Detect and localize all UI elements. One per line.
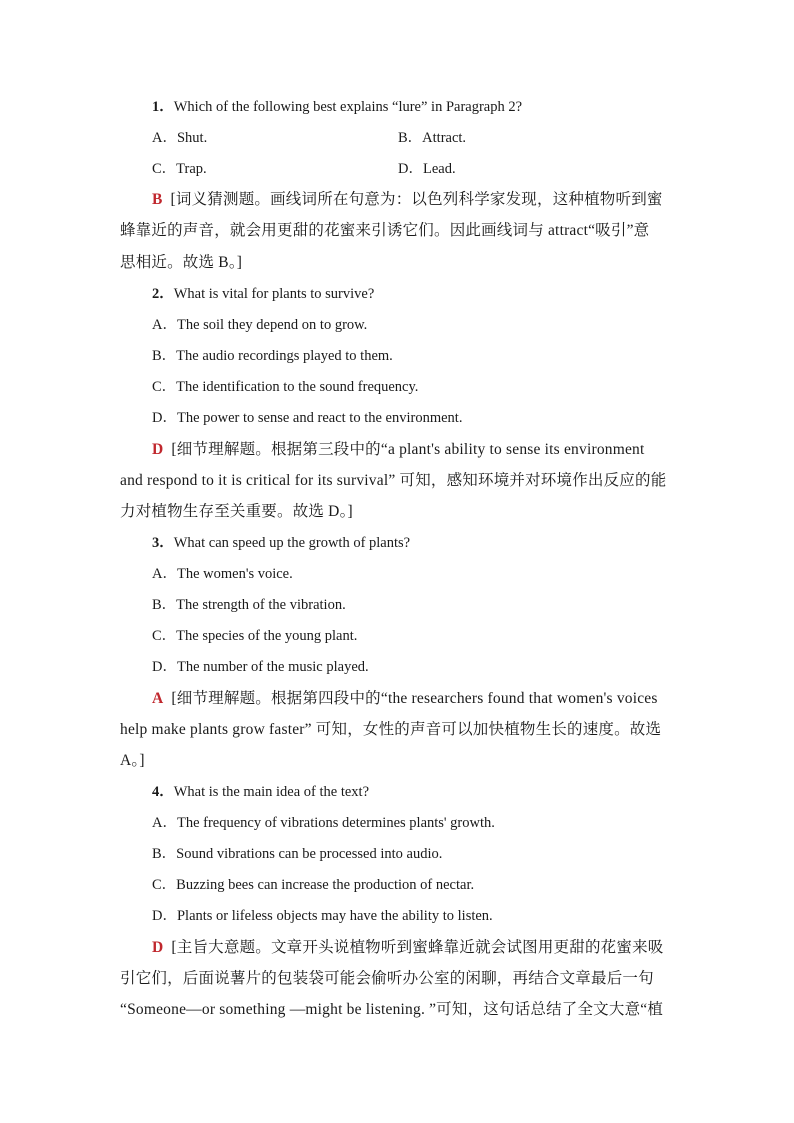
q2-explanation-line-2: and respond to it is critical for its survival” 可知，感知环境并对环境作出反应的能	[120, 472, 667, 489]
q4-explanation-line-2: 引它们，后面说薯片的包装袋可能会偷听办公室的闲聊，再结合文章最后一句	[120, 970, 654, 987]
q2-option-c: C．The identification to the sound frequency.	[152, 379, 419, 395]
q1-explanation-line-1: B [词义猜测题。画线词所在句意为：以色列科学家发现，这种植物听到蜜	[152, 191, 663, 208]
q2-stem-text: What is vital for plants to survive?	[173, 286, 375, 302]
q3-option-d: D．The number of the music played.	[152, 659, 369, 675]
q1-explanation-line-3: 思相近。故选 B。]	[120, 254, 243, 271]
q1-option-b: B．Attract.	[398, 130, 467, 146]
q3-explanation-line-3: A。]	[120, 752, 145, 769]
q2-option-d: D．The power to sense and react to the environment.	[152, 410, 463, 426]
q2-explanation-line-1: D [细节理解题。根据第三段中的“a plant's ability to sense its environment	[152, 441, 645, 458]
q3-answer: A	[152, 690, 164, 707]
q3-option-c: C．The species of the young plant.	[152, 628, 358, 644]
q3-stem-text: What can speed up the growth of plants?	[173, 535, 411, 551]
q1-option-d: D．Lead.	[398, 161, 456, 177]
q4-option-b: B．Sound vibrations can be processed into audio.	[152, 846, 443, 862]
q3-number: 3．	[152, 535, 174, 551]
q4-stem-text: What is the main idea of the text?	[173, 784, 370, 800]
q4-option-c: C．Buzzing bees can increase the production of nectar.	[152, 877, 475, 893]
q4-option-d: D．Plants or lifeless objects may have the ability to listen.	[152, 908, 493, 924]
q4-explanation-line-1: D [主旨大意题。文章开头说植物听到蜜蜂靠近就会试图用更甜的花蜜来吸	[152, 939, 664, 956]
q2-option-b: B．The audio recordings played to them.	[152, 348, 393, 364]
q1-answer: B	[152, 191, 163, 208]
q2-number: 2．	[152, 286, 174, 302]
q2-stem	[152, 284, 374, 304]
q2-option-a: A．The soil they depend on to grow.	[152, 317, 368, 333]
q1-stem-text: Which of the following best explains “lure” in Paragraph 2?	[173, 99, 523, 115]
q1-explanation-line-2: 蜂靠近的声音，就会用更甜的花蜜来引诱它们。因此画线词与 attract“吸引”意	[120, 222, 650, 239]
q1-number: 1．	[152, 99, 174, 115]
q1-stem	[152, 97, 522, 117]
q3-option-a: A．The women's voice.	[152, 566, 293, 582]
q4-option-a: A．The frequency of vibrations determines plants' growth.	[152, 815, 495, 831]
q2-explanation-line-3: 力对植物生存至关重要。故选 D。]	[120, 503, 353, 520]
q3-explanation-line-1: A [细节理解题。根据第四段中的“the researchers found that women's voices	[152, 690, 658, 707]
q3-explanation-line-2: help make plants grow faster” 可知，女性的声音可以加快植物生长的速度。故选	[120, 721, 662, 738]
q2-answer: D	[152, 441, 164, 458]
q3-stem	[152, 533, 410, 553]
q1-option-c: C．Trap.	[152, 161, 207, 177]
q4-explanation-line-3: “Someone—or something —might be listening. ”可知，这句话总结了全文大意“植	[120, 1001, 664, 1018]
q1-option-a: A．Shut.	[152, 130, 208, 146]
q4-number: 4．	[152, 784, 174, 800]
q4-answer: D	[152, 939, 164, 956]
q3-option-b: B．The strength of the vibration.	[152, 597, 346, 613]
q4-stem	[152, 782, 369, 802]
